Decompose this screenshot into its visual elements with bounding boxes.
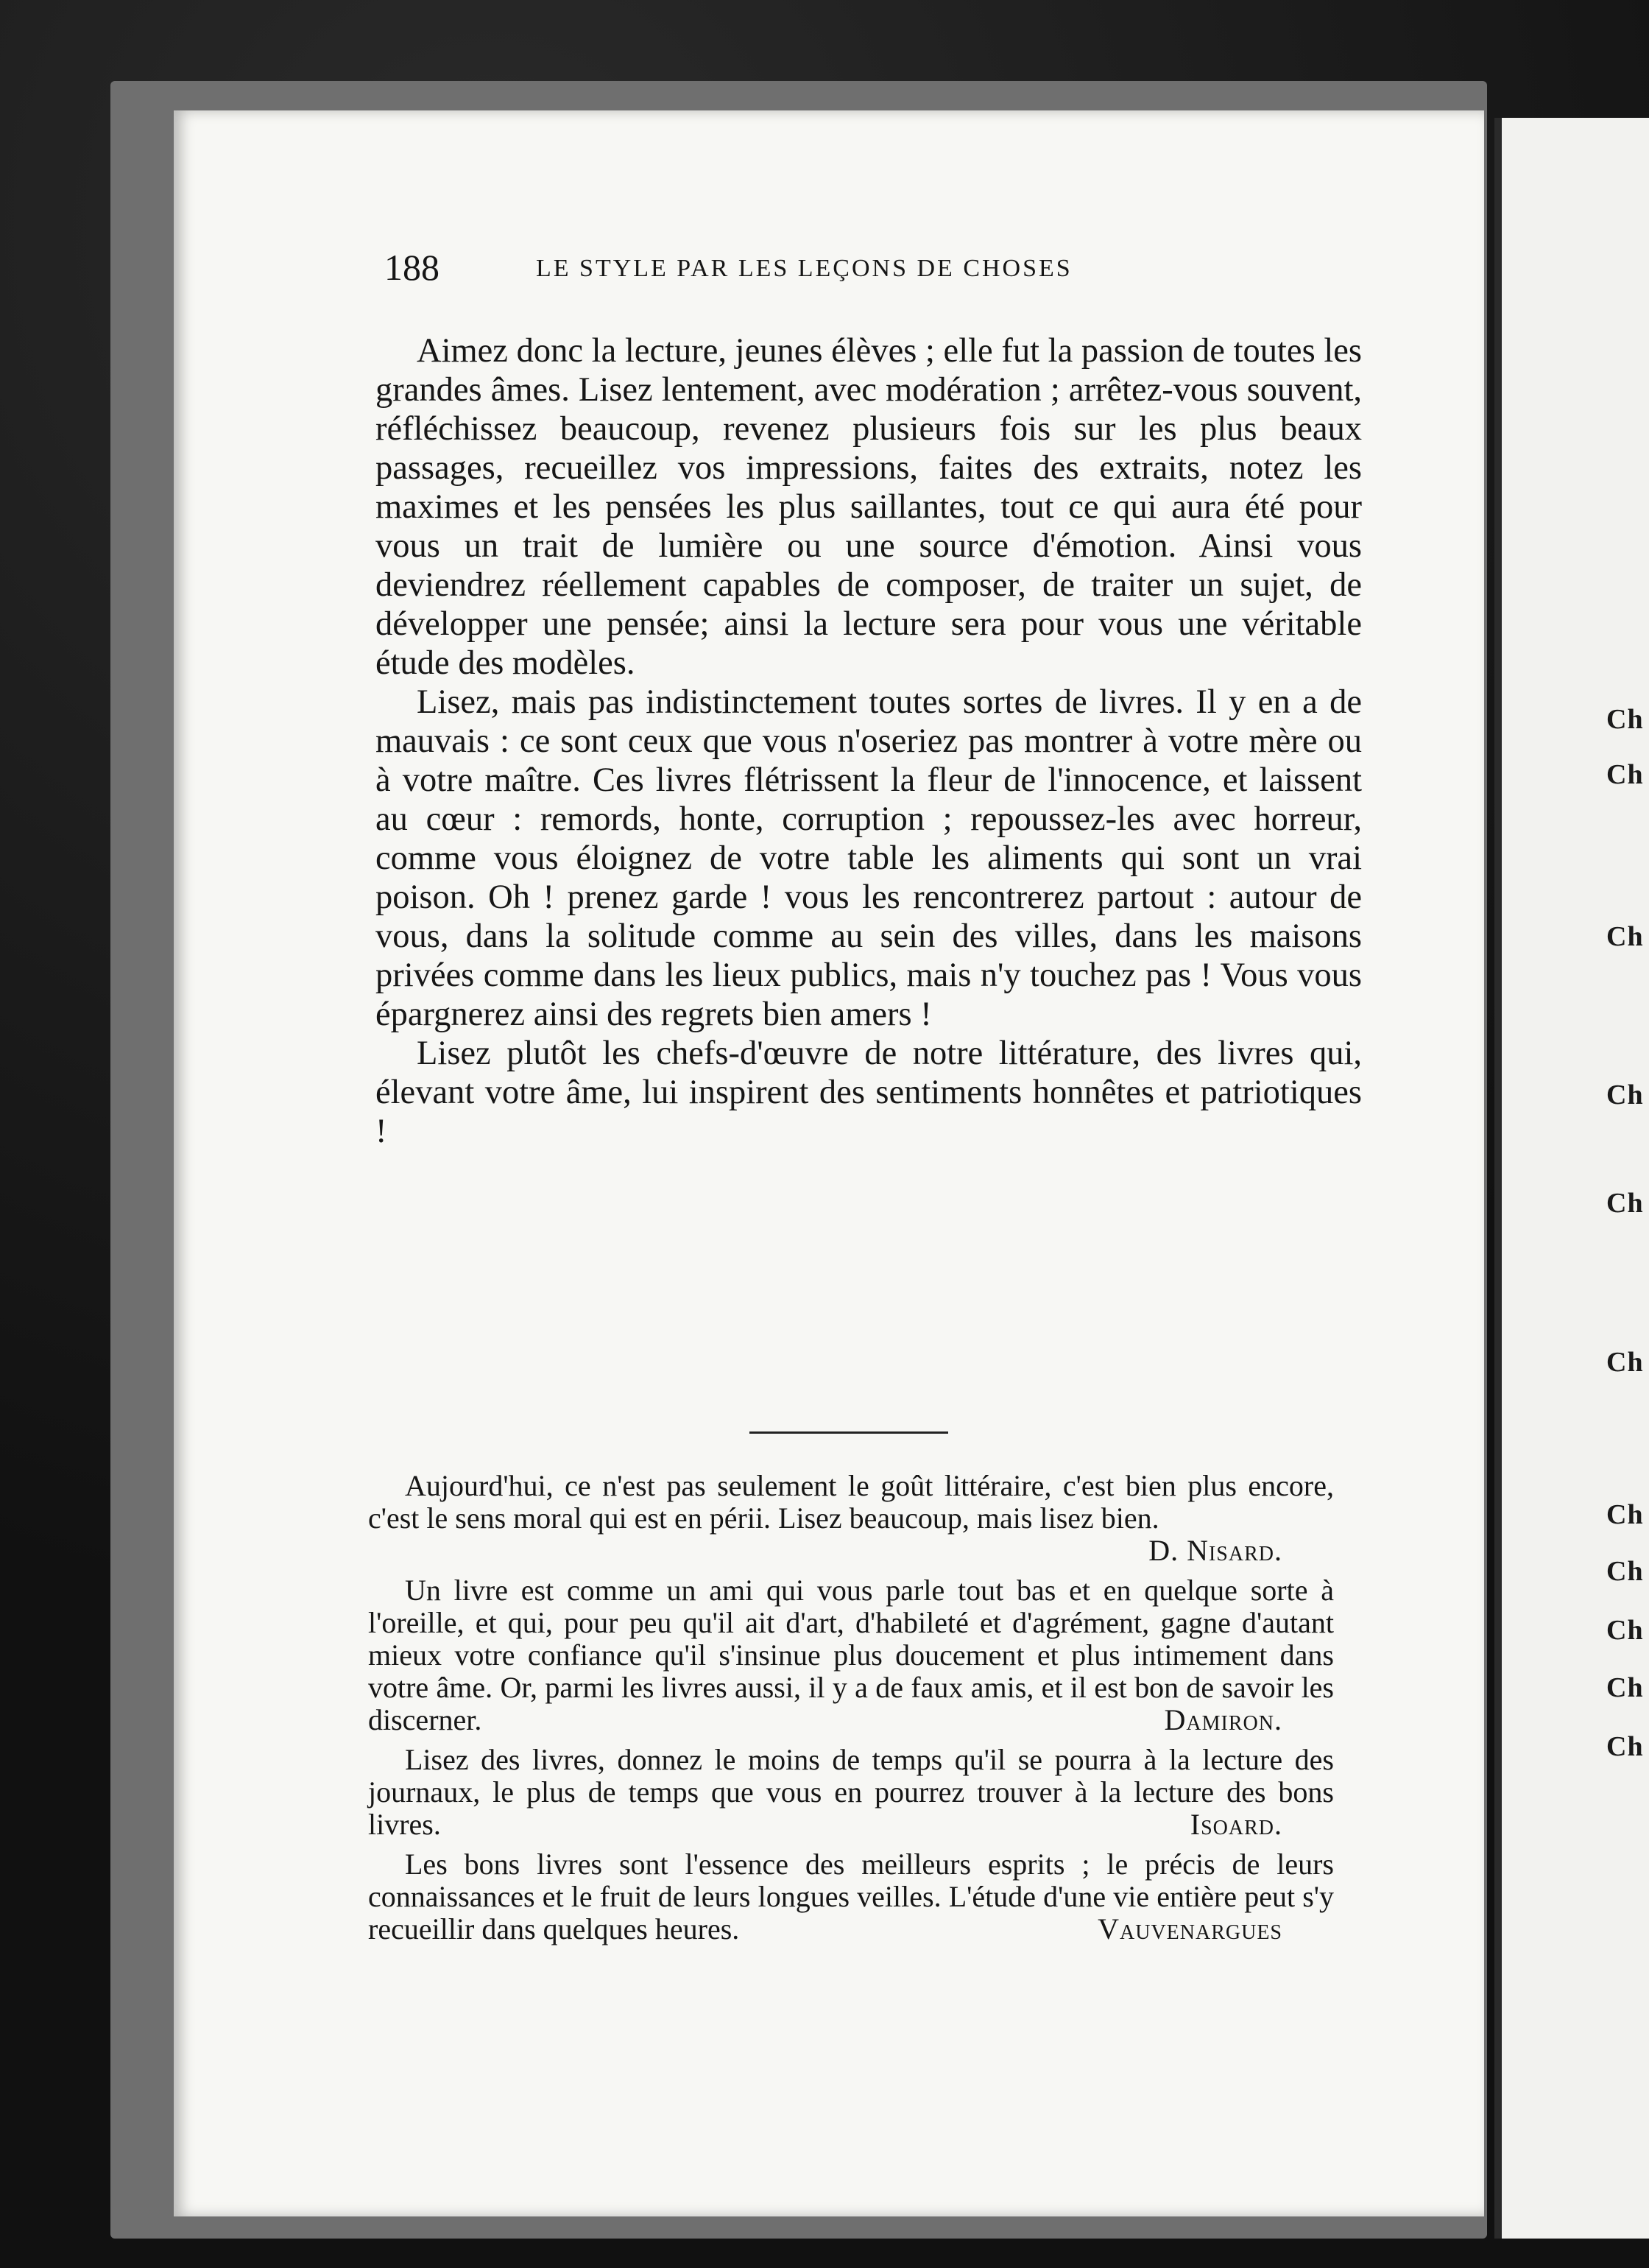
quote — [368, 1848, 1334, 1945]
adjacent-page — [1494, 118, 1649, 2239]
quote — [368, 1574, 1334, 1736]
adjacent-page-label: Ch — [1606, 1672, 1644, 1703]
page-number: 188 — [384, 247, 439, 288]
paragraph: Lisez, mais pas indistinctement toutes sortes de livres. Il y en a de mauvais : ce sont ceux que vous n'oseriez pas montrer à votre mère ou à votre maître. Ces livres flétrissent la fleur de l'innocence, et laissent au cœur : remords, honte, corruption ; repoussez-les avec horreur, comme vous éloignez de votre table les aliments qui sont un vrai poison. Oh ! prenez garde ! vous les rencontrerez partout : autour de vous, dans la solitude comme au sein des villes, dans les maisons privées comme dans les lieux publics, mais n'y touchez pas ! Vous vous épargnerez ainsi des regrets bien amers ! — [375, 683, 1362, 1033]
quote-text: Aujourd'hui, ce n'est pas seulement le goût littéraire, c'est bien plus encore, c'est le sens moral qui est en périi. Lisez beaucoup, mais lisez bien. — [368, 1469, 1334, 1535]
quote-author: Damiron. — [1164, 1703, 1282, 1736]
quotations — [368, 1470, 1334, 1953]
running-title: LE STYLE PAR LES LEÇONS DE CHOSES — [536, 255, 1073, 282]
adjacent-page-label: Ch — [1606, 1188, 1644, 1219]
quote-author: D. Nisard. — [1148, 1534, 1282, 1567]
quote-text: Un livre est comme un ami qui vous parle tout bas et en quelque sorte à l'oreille, et qui, pour peu qu'il ait d'art, d'habileté et d'agrément, gagne d'autant mieux votre confiance qu'il s'insinue plus doucement et plus intimement dans votre âme. Or, parmi les livres aussi, il y a de faux amis, et il est bon de savoir les discerner. — [368, 1574, 1334, 1736]
paragraph: Lisez plutôt les chefs-d'œuvre de notre littérature, des livres qui, élevant votre âme, lui inspirent des sentiments honnêtes et patriotiques ! — [375, 1035, 1362, 1150]
main-text — [375, 331, 1362, 1151]
adjacent-page-label: Ch — [1606, 1347, 1644, 1378]
quote-author: Vauvenargues — [1098, 1912, 1282, 1945]
adjacent-page-label: Ch — [1606, 1499, 1644, 1530]
adjacent-page-label: Ch — [1606, 1080, 1644, 1110]
adjacent-page-label: Ch — [1606, 704, 1644, 735]
quote-text: Lisez des livres, donnez le moins de temps qu'il se pourra à la lecture des journaux, le plus de temps que vous en pourrez trouver à la lecture des bons livres. — [368, 1743, 1334, 1841]
adjacent-page-label: Ch — [1606, 1615, 1644, 1646]
page-header — [384, 246, 1223, 290]
adjacent-page-label: Ch — [1606, 921, 1644, 952]
adjacent-page-label: Ch — [1606, 1731, 1644, 1762]
paragraph: Aimez donc la lecture, jeunes élèves ; elle fut la passion de toutes les grandes âmes. Lisez lentement, avec modération ; arrêtez-vous souvent, réfléchissez beaucoup, revenez plusieurs fois sur les plus beaux passages, recueillez vos impressions, faites des extraits, notez les maximes et les pensées les plus saillantes, tout ce qui aura été pour vous un trait de lumière ou une source d'émotion. Ainsi vous deviendrez réellement capables de composer, de traiter un sujet, de développer une pensée; ainsi la lecture sera pour vous une véritable étude des modèles. — [375, 332, 1362, 682]
adjacent-page-label: Ch — [1606, 1556, 1644, 1587]
quote — [368, 1470, 1334, 1567]
adjacent-page-label: Ch — [1606, 759, 1644, 790]
quote — [368, 1744, 1334, 1841]
quote-author: Isoard. — [1190, 1808, 1282, 1841]
section-divider — [749, 1431, 948, 1434]
quote-text: Les bons livres sont l'essence des meilleurs esprits ; le précis de leurs connaissances et le fruit de leurs longues veilles. L'étude d'une vie entière peut s'y recueillir dans quelques heures. — [368, 1848, 1334, 1945]
